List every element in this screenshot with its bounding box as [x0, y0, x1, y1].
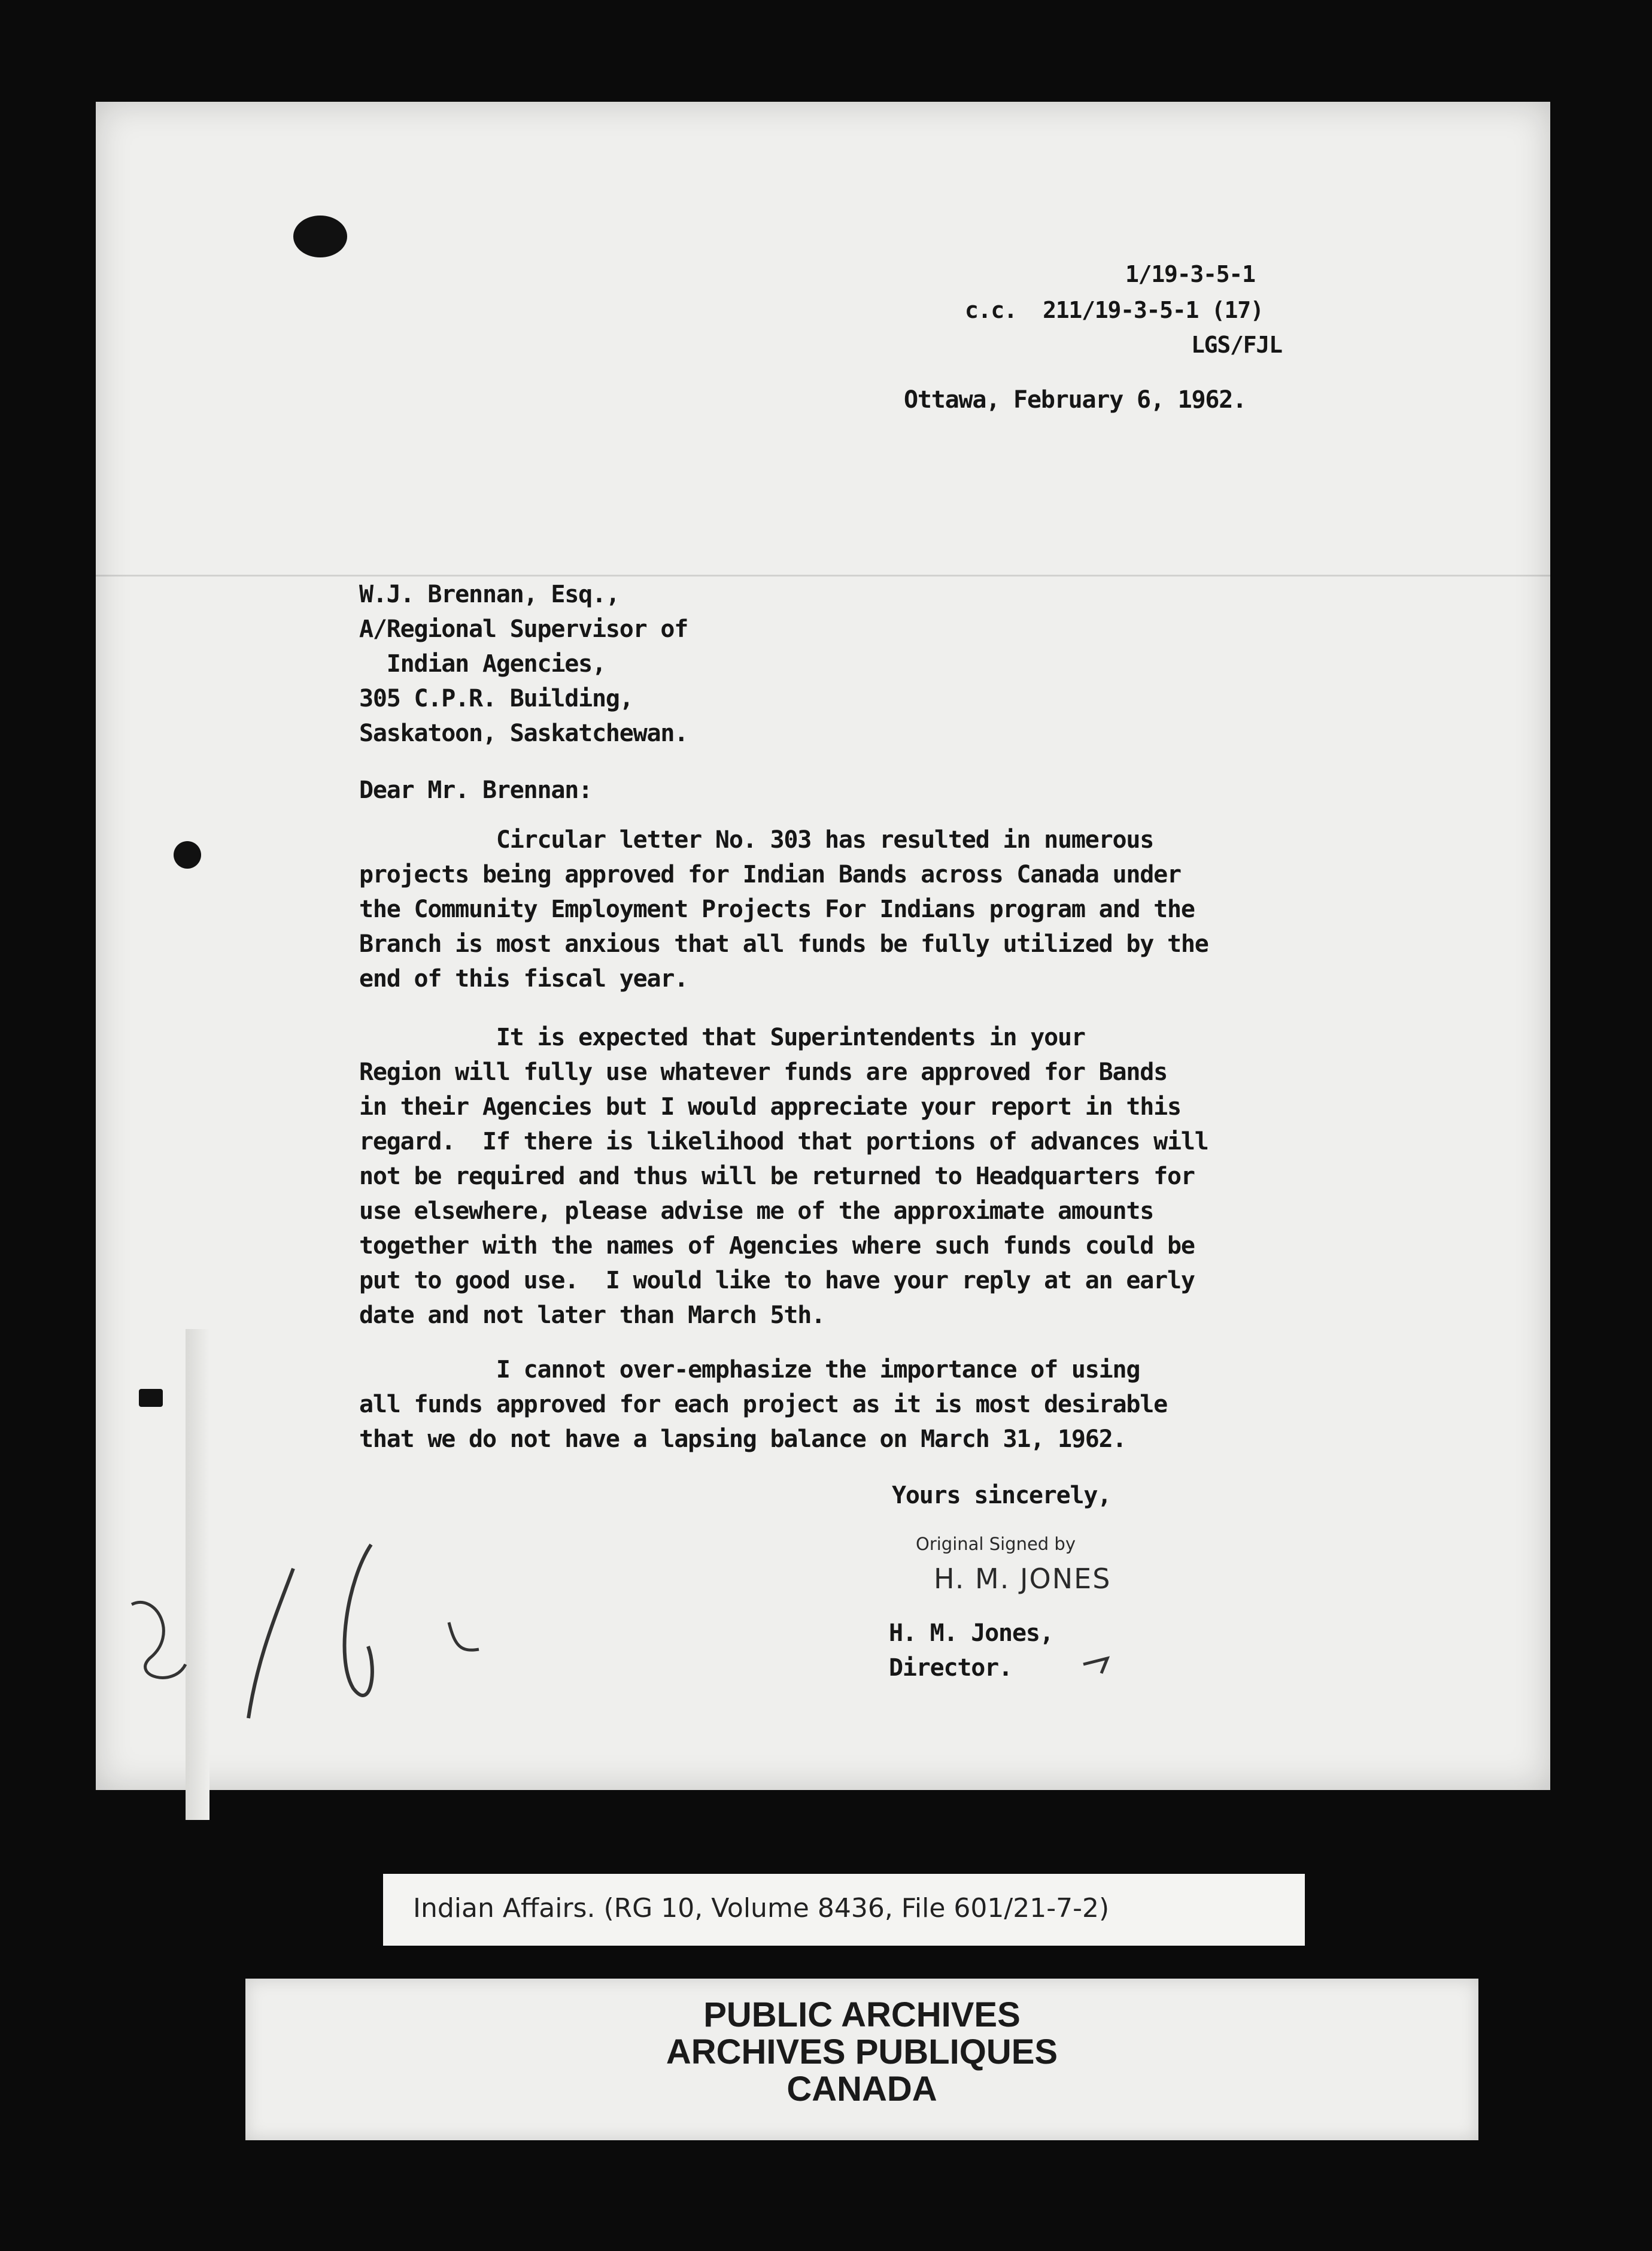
body-line: projects being approved for Indian Bands across Canada under	[359, 861, 1181, 888]
handwritten-marks	[96, 102, 1550, 1790]
signatory-name: H. M. Jones,	[889, 1619, 1053, 1647]
body-line: regard. If there is likelihood that portions of advances will	[359, 1128, 1208, 1155]
place-date: Ottawa, February 6, 1962.	[904, 386, 1247, 414]
body-line: end of this fiscal year.	[359, 965, 688, 993]
body-line: Branch is most anxious that all funds be fully utilized by the	[359, 930, 1208, 958]
body-line: put to good use. I would like to have your reply at an early	[359, 1267, 1195, 1294]
body-line: Region will fully use whatever funds are approved for Bands	[359, 1058, 1168, 1086]
body-line: that we do not have a lapsing balance on March 31, 1962.	[359, 1425, 1126, 1453]
body-line: Circular letter No. 303 has resulted in numerous	[359, 826, 1154, 854]
body-line: together with the names of Agencies where such funds could be	[359, 1232, 1195, 1260]
file-reference-1: 1/19-3-5-1	[1125, 261, 1255, 287]
archives-stamp	[245, 1979, 1478, 2140]
body-line: in their Agencies but I would appreciate your report in this	[359, 1093, 1181, 1121]
archives-line-3: CANADA	[786, 2070, 937, 2109]
body-line: date and not later than March 5th.	[359, 1302, 825, 1329]
file-reference-2: c.c. 211/19-3-5-1 (17)	[965, 297, 1264, 323]
address-line: Indian Agencies,	[359, 650, 606, 678]
citation-label	[383, 1874, 1305, 1946]
body-line: not be required and thus will be returned to Headquarters for	[359, 1163, 1195, 1190]
salutation: Dear Mr. Brennan:	[359, 776, 592, 804]
signatory-title: Director.	[889, 1654, 1012, 1682]
body-line: the Community Employment Projects For Indians program and the	[359, 896, 1195, 923]
address-line: Saskatoon, Saskatchewan.	[359, 720, 688, 747]
archives-line-1: PUBLIC ARCHIVES	[703, 1995, 1021, 2034]
archive-citation: Indian Affairs. (RG 10, Volume 8436, File 601/21-7-2)	[413, 1893, 1110, 1924]
body-line: use elsewhere, please advise me of the approximate amounts	[359, 1197, 1154, 1225]
original-signed-stamp: Original Signed by	[916, 1534, 1076, 1554]
signature-stamp-name: H. M. JONES	[934, 1563, 1112, 1595]
archives-line-2: ARCHIVES PUBLIQUES	[666, 2032, 1058, 2071]
body-line: all funds approved for each project as it is most desirable	[359, 1391, 1168, 1418]
file-reference-3: LGS/FJL	[1191, 332, 1282, 358]
body-line: It is expected that Superintendents in your	[359, 1024, 1085, 1051]
address-line: W.J. Brennan, Esq.,	[359, 581, 620, 608]
body-line: I cannot over-emphasize the importance of using	[359, 1356, 1140, 1384]
letter-page	[96, 102, 1550, 1790]
closing: Yours sincerely,	[892, 1482, 1112, 1509]
address-line: 305 C.P.R. Building,	[359, 685, 633, 712]
address-line: A/Regional Supervisor of	[359, 615, 688, 643]
